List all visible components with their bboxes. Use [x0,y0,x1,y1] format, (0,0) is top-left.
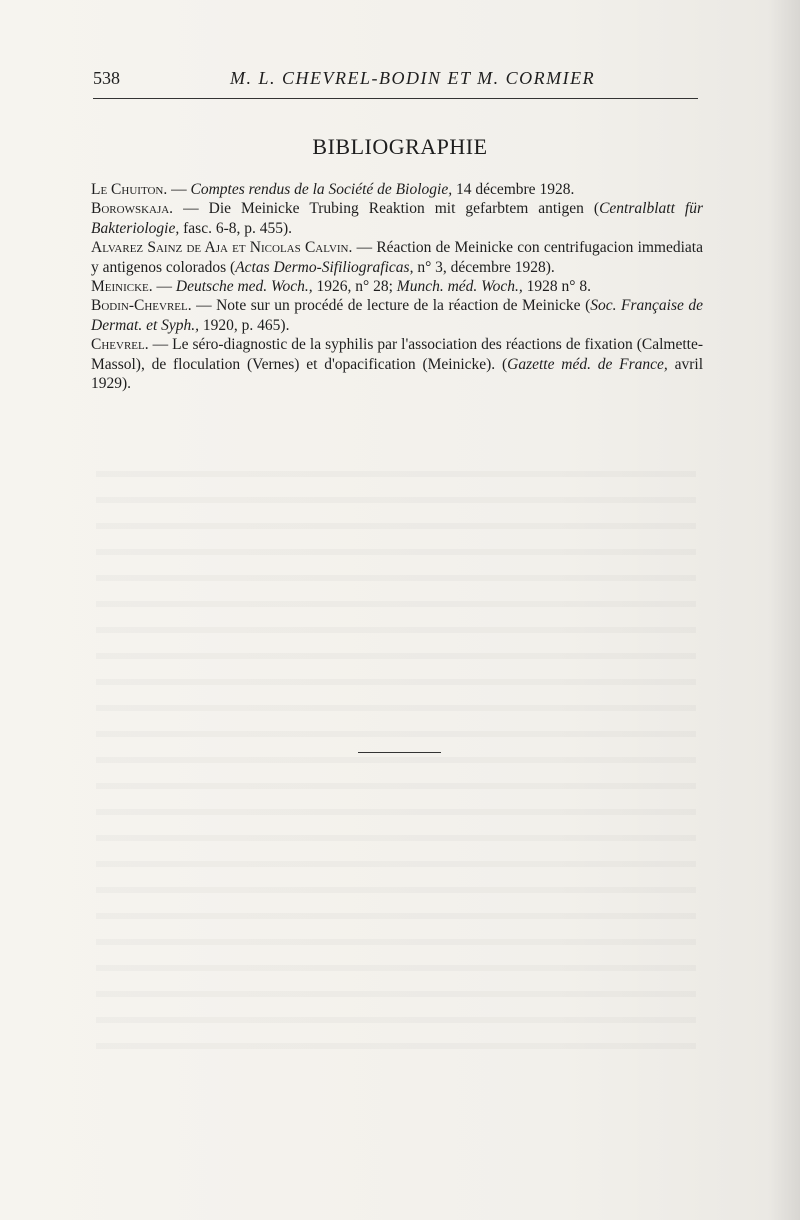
reference-le-chuiton [91,180,703,199]
reference-journal: Centralblatt für Bakteriologie, [91,200,703,237]
reference-author: Alvarez Sainz de Aja et Nicolas Calvin. [91,239,353,257]
reference-journal: Deutsche med. Woch., [175,278,313,296]
reference-author: Le Chuiton. [91,181,168,198]
reference-journal: Actas Dermo-Sifiliograficas, [235,258,414,276]
reference-author: Chevrel. [91,336,149,354]
reference-alvarez-sainz [91,238,703,277]
reference-details: 14 décembre 1928. [452,181,575,198]
bleed-through-texture [96,455,696,1055]
reference-journal: Munch. méd. Woch., [396,278,523,296]
page-number: 538 [93,68,120,88]
reference-journal: Gazette méd. de France, [507,355,668,373]
reference-author: Borowskaja. [91,200,174,218]
reference-text: — Le séro-diagnostic de la syphilis par l'association des réactions de fixation (Calmette-Massol), de floculation (Vernes) et d'opacification (Meinicke). ( [91,336,703,373]
end-rule [358,752,441,753]
reference-dash: — [167,181,191,198]
reference-meinicke [91,277,703,296]
reference-dash: — [152,278,176,296]
reference-text: — Note sur un procédé de lecture de la réaction de Meinicke ( [191,297,591,315]
reference-details: 1928 n° 8. [522,278,591,296]
reference-bodin-chevrel [91,296,703,335]
reference-details: fasc. 6-8, p. 455). [179,219,293,237]
reference-journal: Soc. Française de Dermat. et Syph., [91,297,703,334]
reference-details: n° 3, décembre 1928). [413,258,555,276]
header-rule [93,98,698,99]
reference-text: — Die Meinicke Trubing Reaktion mit gefarbtem antigen ( [173,200,600,218]
section-title: BIBLIOGRAPHIE [312,134,488,159]
reference-chevrel [91,335,703,393]
reference-author: Bodin-Chevrel. [91,297,192,315]
reference-borowskaja [91,199,703,238]
reference-title: Comptes rendus de la Société de Biologie, [190,181,453,198]
running-head: M. L. CHEVREL-BODIN ET M. CORMIER [230,68,596,88]
reference-details: 1920, p. 465). [199,316,290,334]
reference-text: — Réaction de Meinicke con centrifugacion immediata y antigenos colorados ( [91,239,703,276]
reference-details: 1926, n° 28; [312,278,397,296]
bibliography-list [91,180,703,393]
reference-details: avril 1929). [91,355,704,393]
reference-author: Meinicke. [91,278,153,296]
